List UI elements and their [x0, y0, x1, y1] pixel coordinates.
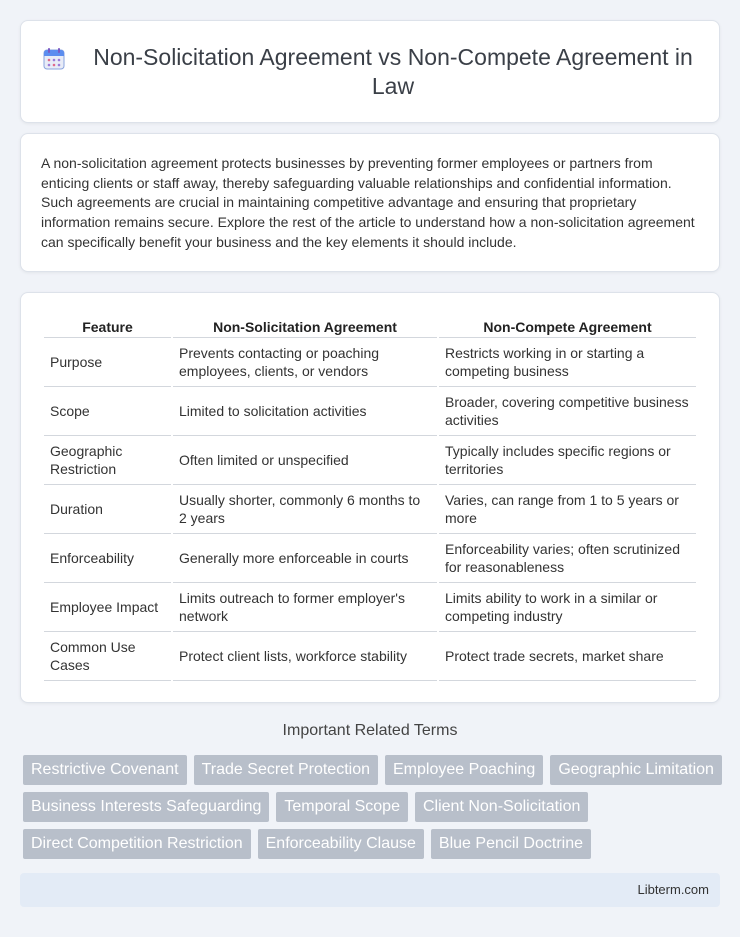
table-cell-non-solicitation: Generally more enforceable in courts	[173, 534, 437, 583]
table-header-row	[44, 315, 696, 338]
table-cell-non-solicitation: Usually shorter, commonly 6 months to 2 years	[173, 485, 437, 534]
comparison-table	[42, 315, 698, 681]
table-cell-non-solicitation: Protect client lists, workforce stability	[173, 632, 437, 681]
table-cell-feature: Common Use Cases	[44, 632, 171, 681]
tag-row	[23, 829, 723, 859]
table-cell-non-solicitation: Limits outreach to former employer's network	[173, 583, 437, 632]
table-row	[44, 485, 696, 534]
table-cell-feature: Purpose	[44, 338, 171, 387]
footer-bar	[20, 873, 720, 907]
table-cell-non-solicitation: Often limited or unspecified	[173, 436, 437, 485]
tag-enforceability-clause[interactable]: Enforceability Clause	[258, 829, 424, 859]
table-cell-non-compete: Limits ability to work in a similar or competing industry	[439, 583, 696, 632]
tag-trade-secret-protection[interactable]: Trade Secret Protection	[194, 755, 378, 785]
tag-restrictive-covenant[interactable]: Restrictive Covenant	[23, 755, 187, 785]
table-cell-feature: Enforceability	[44, 534, 171, 583]
table-cell-feature: Geographic Restriction	[44, 436, 171, 485]
tag-row	[23, 755, 723, 785]
related-terms-list	[23, 755, 723, 866]
table-cell-non-solicitation: Prevents contacting or poaching employees, clients, or vendors	[173, 338, 437, 387]
calendar-document-icon	[41, 46, 67, 72]
table-row	[44, 632, 696, 681]
intro-paragraph: A non-solicitation agreement protects businesses by preventing former employees or partners from enticing clients or staff away, thereby safeguarding valuable relationships and confidential information. Such agreements are crucial in maintaining competitive advantage and ensuring that proprietary information remains secure. Explore the rest of the article to understand how a non-solicitation agreement can specifically benefit your business and the key elements it should include.	[41, 155, 695, 250]
table-cell-non-compete: Enforceability varies; often scrutinized for reasonableness	[439, 534, 696, 583]
table-row	[44, 338, 696, 387]
tag-direct-competition-restriction[interactable]: Direct Competition Restriction	[23, 829, 251, 859]
header-card	[20, 20, 720, 123]
table-cell-non-compete: Varies, can range from 1 to 5 years or more	[439, 485, 696, 534]
table-row	[44, 387, 696, 436]
comparison-table-card	[20, 292, 720, 703]
table-cell-non-solicitation: Limited to solicitation activities	[173, 387, 437, 436]
table-cell-feature: Employee Impact	[44, 583, 171, 632]
table-cell-feature: Duration	[44, 485, 171, 534]
tag-temporal-scope[interactable]: Temporal Scope	[276, 792, 408, 822]
table-cell-non-compete: Typically includes specific regions or territories	[439, 436, 696, 485]
tag-business-interests-safeguarding[interactable]: Business Interests Safeguarding	[23, 792, 269, 822]
table-row	[44, 534, 696, 583]
tag-blue-pencil-doctrine[interactable]: Blue Pencil Doctrine	[431, 829, 591, 859]
table-row	[44, 583, 696, 632]
column-header-non-compete: Non-Compete Agreement	[439, 315, 696, 338]
table-cell-non-compete: Restricts working in or starting a competing business	[439, 338, 696, 387]
table-cell-feature: Scope	[44, 387, 171, 436]
related-terms-heading: Important Related Terms	[282, 722, 458, 739]
page-title: Non-Solicitation Agreement vs Non-Compete Agreement in Law	[93, 43, 693, 99]
intro-card	[20, 133, 720, 272]
table-cell-non-compete: Broader, covering competitive business activities	[439, 387, 696, 436]
tag-client-non-solicitation[interactable]: Client Non-Solicitation	[415, 792, 588, 822]
column-header-feature: Feature	[44, 315, 171, 338]
table-row	[44, 436, 696, 485]
table-cell-non-compete: Protect trade secrets, market share	[439, 632, 696, 681]
column-header-non-solicitation: Non-Solicitation Agreement	[173, 315, 437, 338]
tag-row	[23, 792, 723, 822]
footer-brand-link[interactable]: Libterm.com	[637, 882, 709, 897]
tag-employee-poaching[interactable]: Employee Poaching	[385, 755, 543, 785]
tag-geographic-limitation[interactable]: Geographic Limitation	[550, 755, 722, 785]
